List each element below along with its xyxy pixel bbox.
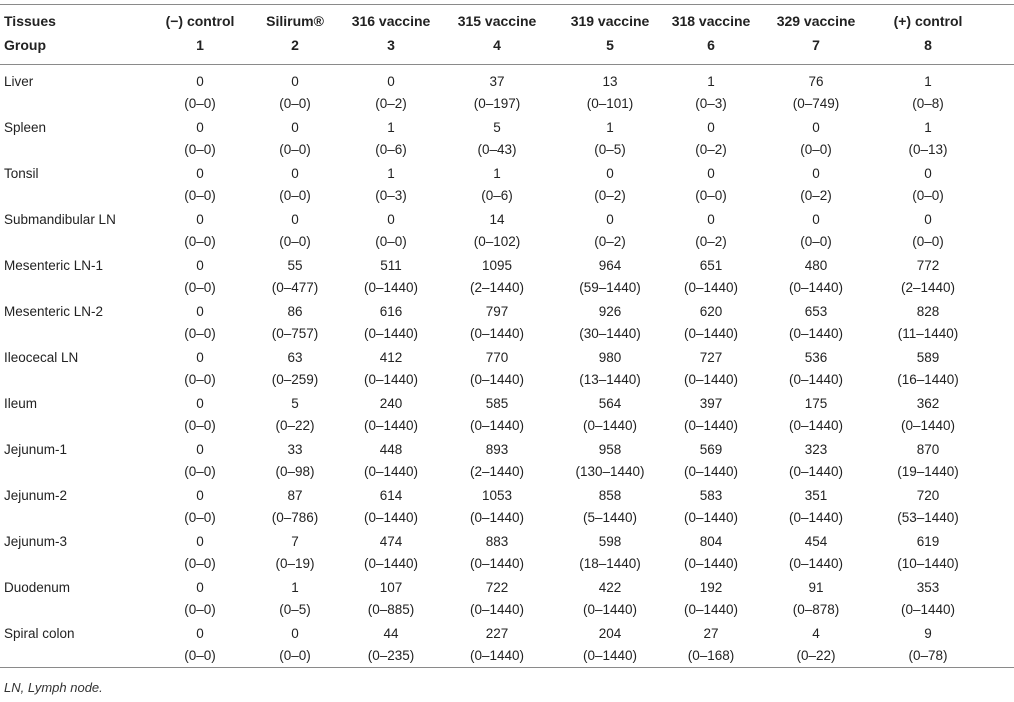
header-group-2: 2	[291, 37, 299, 53]
value-cell: 772	[916, 258, 940, 273]
range-cell: (0–1440)	[788, 464, 844, 479]
value-cell: 204	[598, 626, 622, 641]
value-cell: 893	[485, 442, 509, 457]
range-cell: (0–1440)	[582, 418, 638, 433]
range-cell: (19–1440)	[897, 464, 959, 479]
range-cell: (0–1440)	[683, 464, 739, 479]
value-cell: 0	[291, 74, 299, 89]
range-cell: (0–101)	[586, 96, 634, 111]
header-group-1: 1	[196, 37, 204, 53]
value-cell: 351	[804, 488, 828, 503]
value-cell: 1	[387, 120, 395, 135]
range-cell: (0–22)	[275, 418, 315, 433]
value-cell: 0	[196, 396, 204, 411]
range-cell: (59–1440)	[579, 280, 641, 295]
value-cell: 1	[387, 166, 395, 181]
value-cell: 1	[606, 120, 614, 135]
value-cell: 240	[379, 396, 403, 411]
row-range-line	[0, 553, 1014, 575]
value-cell: 797	[485, 304, 509, 319]
table-row	[0, 117, 1014, 163]
value-cell: 583	[699, 488, 723, 503]
value-cell: 0	[196, 212, 204, 227]
range-cell: (0–1440)	[683, 372, 739, 387]
range-cell: (10–1440)	[897, 556, 959, 571]
range-cell: (0–1440)	[683, 280, 739, 295]
value-cell: 0	[924, 212, 932, 227]
value-cell: 0	[291, 166, 299, 181]
range-cell: (0–2)	[800, 188, 832, 203]
table-row	[0, 301, 1014, 347]
header-group-8: 8	[924, 37, 932, 53]
value-cell: 27	[703, 626, 719, 641]
range-cell: (0–43)	[477, 142, 517, 157]
table-row	[0, 577, 1014, 623]
table-row	[0, 439, 1014, 485]
range-cell: (0–2)	[695, 234, 727, 249]
value-cell: 5	[493, 120, 501, 135]
row-range-line	[0, 277, 1014, 299]
table-row	[0, 347, 1014, 393]
range-cell: (0–0)	[184, 418, 216, 433]
header-rule	[0, 64, 1014, 65]
header-318-vaccine: 318 vaccine	[671, 13, 751, 29]
value-cell: 958	[598, 442, 622, 457]
tissue-label: Duodenum	[4, 580, 71, 595]
value-cell: 323	[804, 442, 828, 457]
tissue-label: Mesenteric LN-1	[4, 258, 104, 273]
range-cell: (0–19)	[275, 556, 315, 571]
value-cell: 0	[707, 120, 715, 135]
table-top-rule	[0, 4, 1014, 5]
header-group-3: 3	[387, 37, 395, 53]
value-cell: 5	[291, 396, 299, 411]
value-cell: 1	[291, 580, 299, 595]
range-cell: (11–1440)	[897, 326, 959, 341]
range-cell: (53–1440)	[897, 510, 959, 525]
row-value-line	[0, 485, 1014, 507]
range-cell: (0–1440)	[900, 418, 956, 433]
tissue-label: Ileum	[4, 396, 38, 411]
range-cell: (0–1440)	[469, 372, 525, 387]
value-cell: 964	[598, 258, 622, 273]
range-cell: (0–1440)	[469, 418, 525, 433]
range-cell: (0–8)	[912, 96, 944, 111]
value-cell: 0	[387, 212, 395, 227]
value-cell: 858	[598, 488, 622, 503]
value-cell: 619	[916, 534, 940, 549]
value-cell: 804	[699, 534, 723, 549]
table-row	[0, 163, 1014, 209]
row-range-line	[0, 645, 1014, 667]
range-cell: (0–5)	[594, 142, 626, 157]
range-cell: (0–0)	[184, 96, 216, 111]
value-cell: 227	[485, 626, 509, 641]
value-cell: 86	[287, 304, 303, 319]
range-cell: (0–0)	[184, 188, 216, 203]
table-row	[0, 485, 1014, 531]
value-cell: 614	[379, 488, 403, 503]
range-cell: (30–1440)	[579, 326, 641, 341]
range-cell: (0–5)	[279, 602, 311, 617]
tissue-label: Submandibular LN	[4, 212, 116, 227]
value-cell: 55	[287, 258, 303, 273]
row-range-line	[0, 599, 1014, 621]
row-value-line	[0, 577, 1014, 599]
value-cell: 616	[379, 304, 403, 319]
range-cell: (0–0)	[184, 556, 216, 571]
header-316-vaccine: 316 vaccine	[351, 13, 431, 29]
range-cell: (0–1440)	[683, 602, 739, 617]
value-cell: 0	[707, 212, 715, 227]
value-cell: 0	[812, 166, 820, 181]
tissue-label: Jejunum-2	[4, 488, 68, 503]
range-cell: (0–78)	[908, 648, 948, 663]
value-cell: 1095	[481, 258, 513, 273]
range-cell: (0–749)	[792, 96, 840, 111]
table-row	[0, 393, 1014, 439]
value-cell: 1	[924, 120, 932, 135]
range-cell: (0–477)	[271, 280, 319, 295]
tissue-label: Spiral colon	[4, 626, 75, 641]
range-cell: (0–0)	[184, 142, 216, 157]
value-cell: 870	[916, 442, 940, 457]
value-cell: 0	[291, 626, 299, 641]
value-cell: 63	[287, 350, 303, 365]
value-cell: 727	[699, 350, 723, 365]
range-cell: (0–0)	[695, 188, 727, 203]
row-range-line	[0, 507, 1014, 529]
value-cell: 564	[598, 396, 622, 411]
value-cell: 0	[196, 350, 204, 365]
value-cell: 33	[287, 442, 303, 457]
value-cell: 0	[196, 74, 204, 89]
table-row	[0, 255, 1014, 301]
row-range-line	[0, 231, 1014, 253]
value-cell: 0	[812, 212, 820, 227]
value-cell: 175	[804, 396, 828, 411]
value-cell: 883	[485, 534, 509, 549]
row-range-line	[0, 323, 1014, 345]
row-value-line	[0, 347, 1014, 369]
row-range-line	[0, 139, 1014, 161]
range-cell: (0–0)	[184, 648, 216, 663]
range-cell: (0–1440)	[788, 418, 844, 433]
range-cell: (0–0)	[279, 234, 311, 249]
value-cell: 0	[196, 304, 204, 319]
value-cell: 87	[287, 488, 303, 503]
range-cell: (0–757)	[271, 326, 319, 341]
header-row-group	[0, 34, 1014, 56]
table-row	[0, 71, 1014, 117]
value-cell: 0	[924, 166, 932, 181]
value-cell: 770	[485, 350, 509, 365]
value-cell: 397	[699, 396, 723, 411]
row-range-line	[0, 461, 1014, 483]
value-cell: 44	[383, 626, 399, 641]
value-cell: 412	[379, 350, 403, 365]
range-cell: (0–878)	[792, 602, 840, 617]
row-value-line	[0, 71, 1014, 93]
value-cell: 0	[606, 166, 614, 181]
value-cell: 9	[924, 626, 932, 641]
value-cell: 474	[379, 534, 403, 549]
range-cell: (0–0)	[184, 372, 216, 387]
row-range-line	[0, 185, 1014, 207]
value-cell: 1	[707, 74, 715, 89]
value-cell: 7	[291, 534, 299, 549]
value-cell: 720	[916, 488, 940, 503]
value-cell: 448	[379, 442, 403, 457]
range-cell: (16–1440)	[897, 372, 959, 387]
range-cell: (0–1440)	[363, 464, 419, 479]
range-cell: (0–1440)	[363, 510, 419, 525]
range-cell: (0–2)	[695, 142, 727, 157]
value-cell: 13	[602, 74, 618, 89]
value-cell: 569	[699, 442, 723, 457]
range-cell: (0–1440)	[469, 510, 525, 525]
range-cell: (0–1440)	[469, 602, 525, 617]
row-range-line	[0, 93, 1014, 115]
range-cell: (0–0)	[184, 280, 216, 295]
value-cell: 37	[489, 74, 505, 89]
value-cell: 589	[916, 350, 940, 365]
range-cell: (0–1440)	[582, 602, 638, 617]
header-silirum: Silirum®	[266, 13, 324, 29]
value-cell: 0	[196, 120, 204, 135]
range-cell: (0–1440)	[363, 280, 419, 295]
value-cell: 362	[916, 396, 940, 411]
range-cell: (0–786)	[271, 510, 319, 525]
range-cell: (0–6)	[481, 188, 513, 203]
range-cell: (18–1440)	[579, 556, 641, 571]
value-cell: 536	[804, 350, 828, 365]
table-row	[0, 209, 1014, 255]
value-cell: 1	[493, 166, 501, 181]
range-cell: (0–0)	[184, 464, 216, 479]
row-value-line	[0, 301, 1014, 323]
range-cell: (0–0)	[279, 96, 311, 111]
range-cell: (0–102)	[473, 234, 521, 249]
range-cell: (0–1440)	[363, 326, 419, 341]
header-row-tissues	[0, 10, 1014, 32]
range-cell: (0–1440)	[788, 280, 844, 295]
range-cell: (0–1440)	[363, 372, 419, 387]
header-group: Group	[4, 37, 46, 53]
range-cell: (0–1440)	[683, 418, 739, 433]
range-cell: (0–6)	[375, 142, 407, 157]
row-range-line	[0, 415, 1014, 437]
table-bottom-rule	[0, 667, 1014, 668]
value-cell: 651	[699, 258, 723, 273]
range-cell: (0–168)	[687, 648, 735, 663]
header-negative-control: (−) control	[165, 13, 235, 29]
range-cell: (0–2)	[375, 96, 407, 111]
row-value-line	[0, 117, 1014, 139]
value-cell: 0	[291, 212, 299, 227]
range-cell: (0–0)	[184, 234, 216, 249]
header-329-vaccine: 329 vaccine	[776, 13, 856, 29]
value-cell: 980	[598, 350, 622, 365]
value-cell: 0	[196, 442, 204, 457]
range-cell: (0–3)	[695, 96, 727, 111]
range-cell: (0–0)	[800, 234, 832, 249]
tissue-label: Ileocecal LN	[4, 350, 79, 365]
tissue-label: Tonsil	[4, 166, 39, 181]
range-cell: (0–0)	[375, 234, 407, 249]
value-cell: 926	[598, 304, 622, 319]
range-cell: (0–197)	[473, 96, 521, 111]
value-cell: 0	[196, 258, 204, 273]
range-cell: (5–1440)	[582, 510, 638, 525]
table-footnote: LN, Lymph node.	[4, 680, 103, 695]
value-cell: 0	[196, 580, 204, 595]
range-cell: (13–1440)	[579, 372, 641, 387]
range-cell: (0–2)	[594, 234, 626, 249]
header-group-6: 6	[707, 37, 715, 53]
value-cell: 828	[916, 304, 940, 319]
range-cell: (0–1440)	[788, 326, 844, 341]
range-cell: (0–1440)	[788, 372, 844, 387]
range-cell: (0–0)	[800, 142, 832, 157]
range-cell: (0–0)	[279, 142, 311, 157]
value-cell: 0	[812, 120, 820, 135]
tissue-label: Spleen	[4, 120, 47, 135]
range-cell: (0–0)	[912, 234, 944, 249]
value-cell: 107	[379, 580, 403, 595]
tissue-label: Jejunum-3	[4, 534, 68, 549]
value-cell: 422	[598, 580, 622, 595]
range-cell: (2–1440)	[469, 280, 525, 295]
row-value-line	[0, 623, 1014, 645]
range-cell: (0–1440)	[363, 556, 419, 571]
range-cell: (0–22)	[796, 648, 836, 663]
table-body	[0, 71, 1014, 669]
range-cell: (0–1440)	[683, 510, 739, 525]
value-cell: 598	[598, 534, 622, 549]
header-tissues: Tissues	[4, 13, 56, 29]
range-cell: (0–259)	[271, 372, 319, 387]
tissue-label: Jejunum-1	[4, 442, 68, 457]
row-value-line	[0, 393, 1014, 415]
range-cell: (0–0)	[279, 188, 311, 203]
value-cell: 0	[196, 626, 204, 641]
value-cell: 76	[808, 74, 824, 89]
value-cell: 0	[196, 166, 204, 181]
value-cell: 0	[291, 120, 299, 135]
table-row	[0, 623, 1014, 669]
row-value-line	[0, 209, 1014, 231]
range-cell: (0–1440)	[683, 326, 739, 341]
range-cell: (0–3)	[375, 188, 407, 203]
range-cell: (0–235)	[367, 648, 415, 663]
range-cell: (0–1440)	[582, 648, 638, 663]
value-cell: 4	[812, 626, 820, 641]
value-cell: 1053	[481, 488, 513, 503]
value-cell: 511	[380, 258, 402, 273]
header-group-7: 7	[812, 37, 820, 53]
value-cell: 1	[924, 74, 932, 89]
range-cell: (0–98)	[275, 464, 315, 479]
range-cell: (0–885)	[367, 602, 415, 617]
range-cell: (0–1440)	[900, 602, 956, 617]
row-value-line	[0, 255, 1014, 277]
tissue-label: Liver	[4, 74, 34, 89]
value-cell: 0	[707, 166, 715, 181]
value-cell: 353	[916, 580, 940, 595]
range-cell: (2–1440)	[900, 280, 956, 295]
range-cell: (0–0)	[184, 510, 216, 525]
range-cell: (0–0)	[184, 602, 216, 617]
value-cell: 653	[804, 304, 828, 319]
value-cell: 0	[196, 488, 204, 503]
row-value-line	[0, 531, 1014, 553]
value-cell: 454	[804, 534, 828, 549]
header-group-5: 5	[606, 37, 614, 53]
range-cell: (0–2)	[594, 188, 626, 203]
range-cell: (0–1440)	[469, 556, 525, 571]
value-cell: 0	[387, 74, 395, 89]
range-cell: (0–1440)	[788, 510, 844, 525]
range-cell: (0–1440)	[788, 556, 844, 571]
row-value-line	[0, 163, 1014, 185]
value-cell: 14	[489, 212, 505, 227]
range-cell: (0–1440)	[683, 556, 739, 571]
value-cell: 722	[485, 580, 509, 595]
range-cell: (0–0)	[184, 326, 216, 341]
range-cell: (0–1440)	[469, 648, 525, 663]
value-cell: 620	[699, 304, 723, 319]
range-cell: (130–1440)	[575, 464, 645, 479]
range-cell: (0–13)	[908, 142, 948, 157]
value-cell: 585	[485, 396, 509, 411]
value-cell: 0	[606, 212, 614, 227]
value-cell: 91	[808, 580, 824, 595]
value-cell: 192	[699, 580, 723, 595]
value-cell: 0	[196, 534, 204, 549]
range-cell: (0–1440)	[469, 326, 525, 341]
range-cell: (0–1440)	[363, 418, 419, 433]
table-row	[0, 531, 1014, 577]
header-315-vaccine: 315 vaccine	[457, 13, 537, 29]
header-positive-control: (+) control	[893, 13, 963, 29]
range-cell: (2–1440)	[469, 464, 525, 479]
row-range-line	[0, 369, 1014, 391]
header-group-4: 4	[493, 37, 501, 53]
row-value-line	[0, 439, 1014, 461]
header-319-vaccine: 319 vaccine	[570, 13, 650, 29]
range-cell: (0–0)	[912, 188, 944, 203]
tissue-label: Mesenteric LN-2	[4, 304, 104, 319]
range-cell: (0–0)	[279, 648, 311, 663]
value-cell: 480	[804, 258, 828, 273]
